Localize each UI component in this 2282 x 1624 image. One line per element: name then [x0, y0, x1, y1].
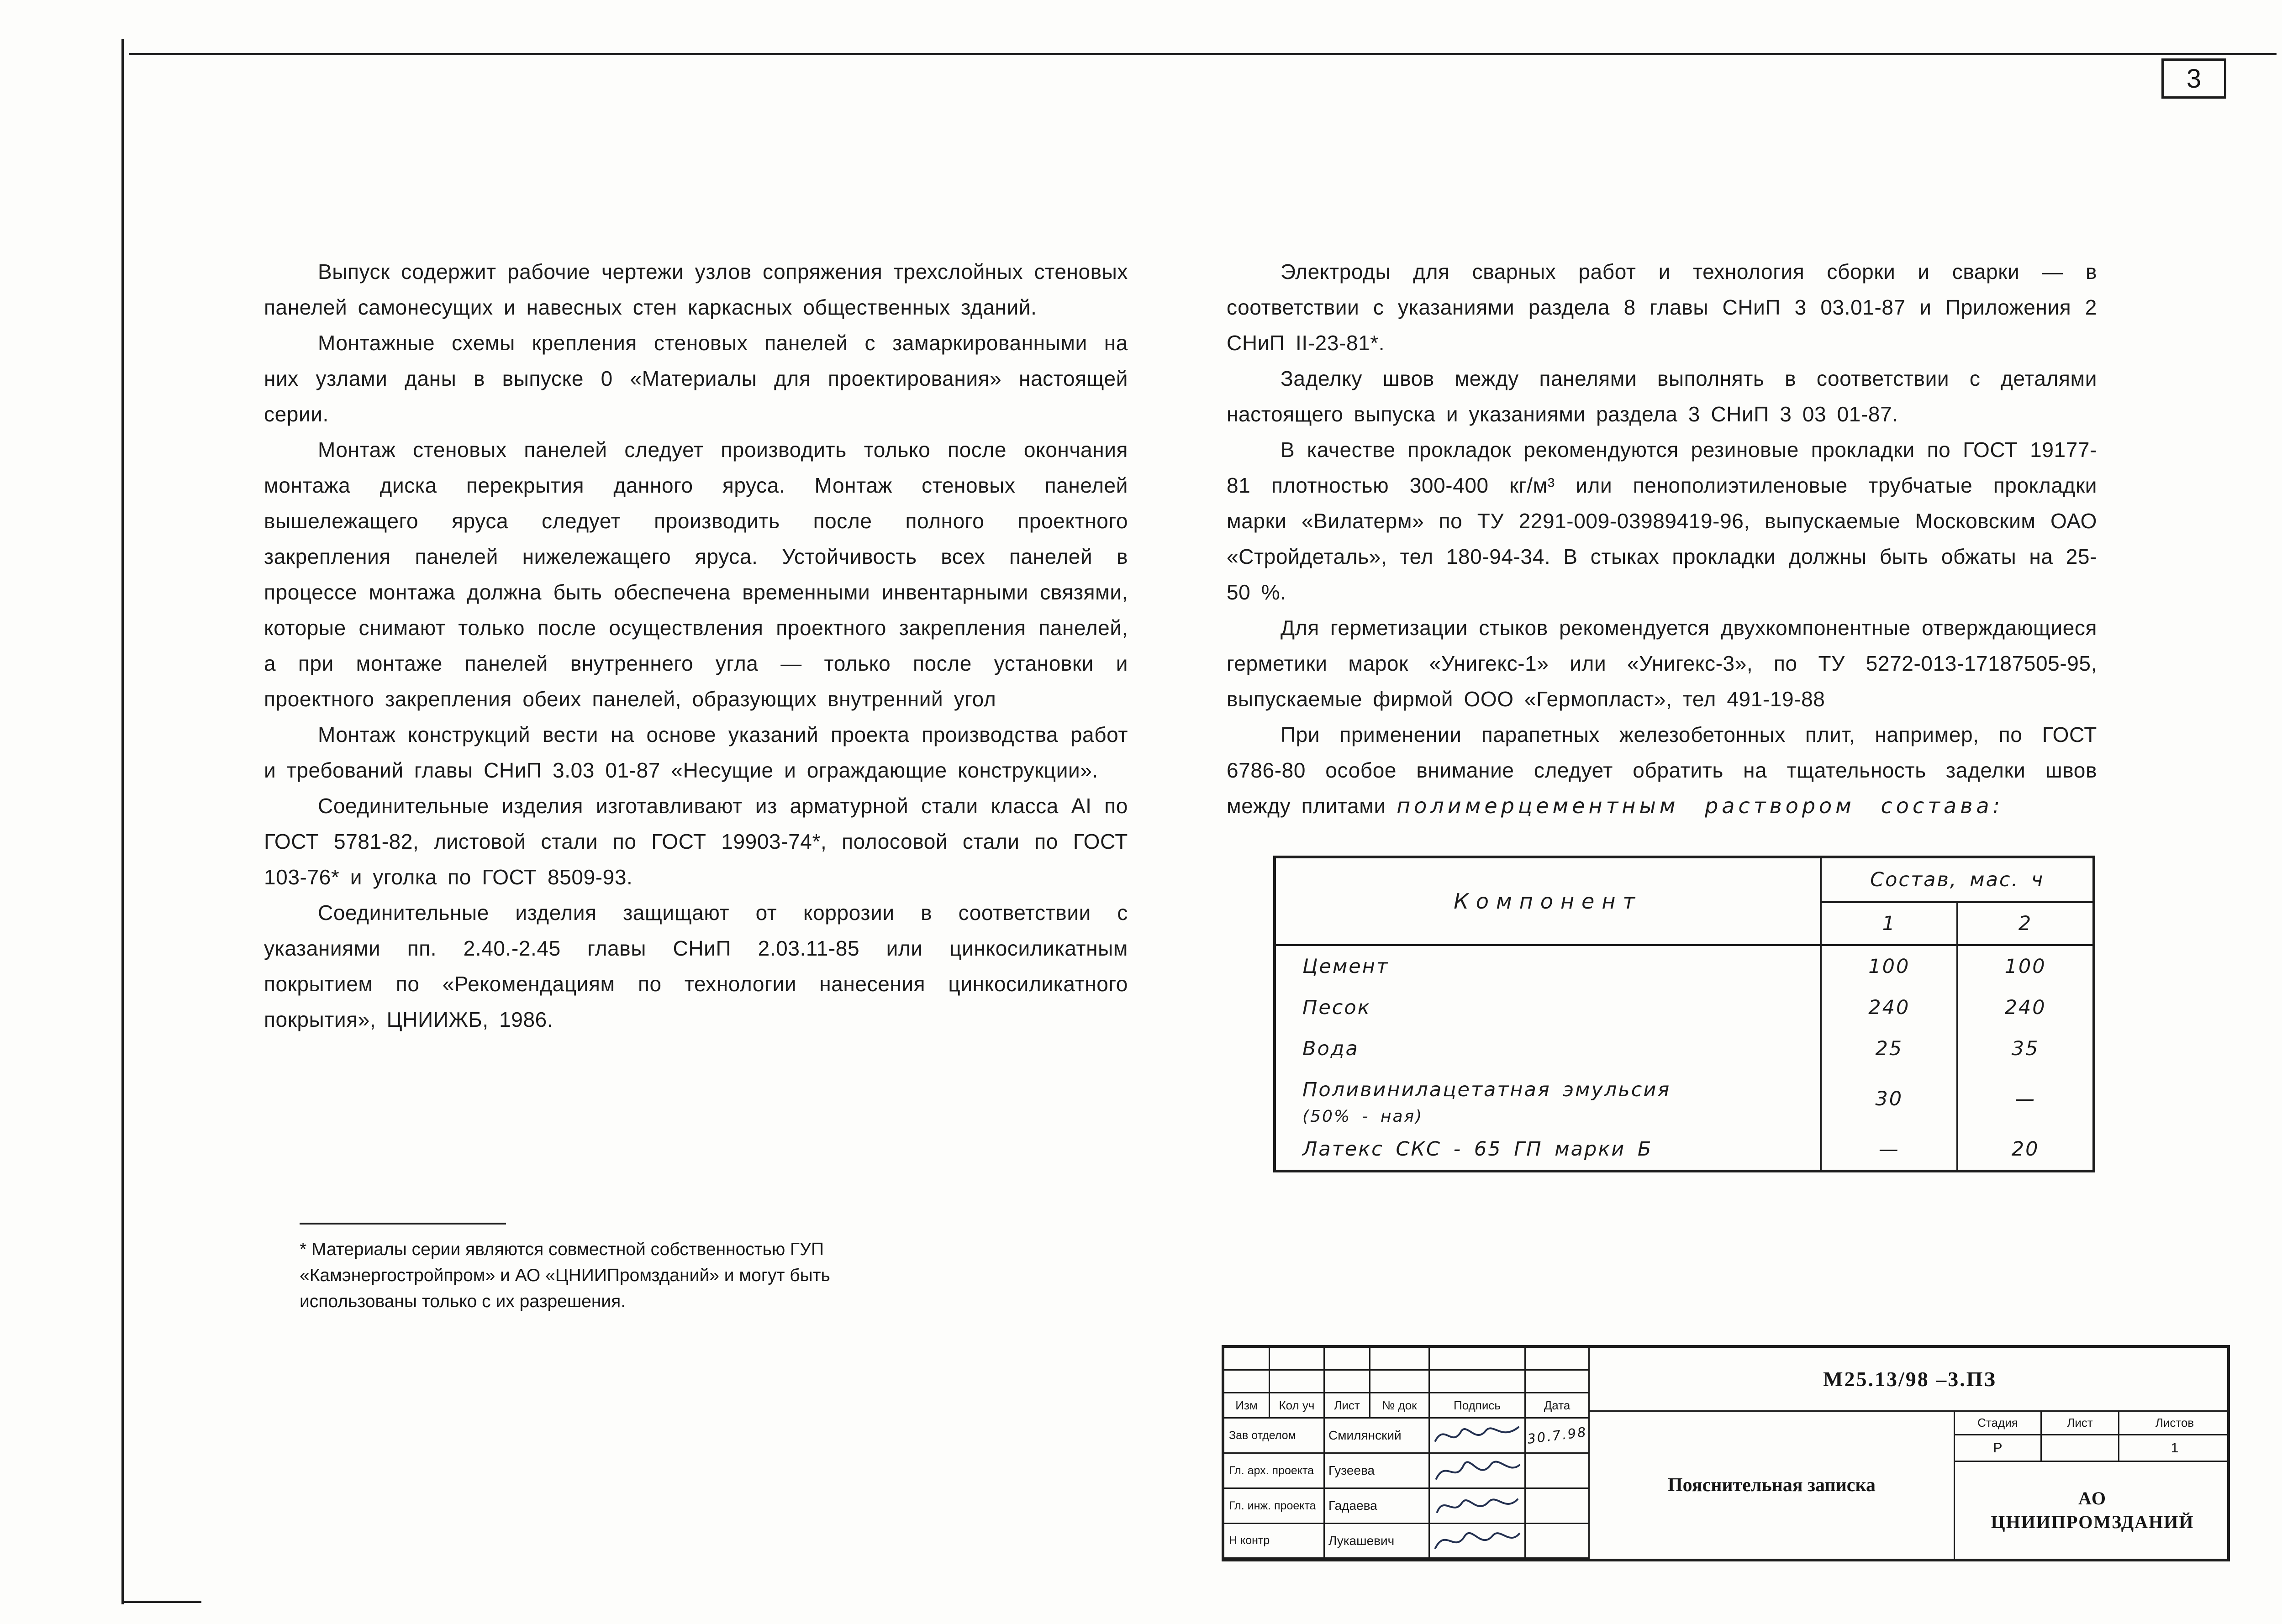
date-cell	[1526, 1454, 1590, 1489]
handwritten-text: полимерцементным раствором состава:	[1397, 794, 2004, 818]
title-block	[1222, 1345, 2230, 1561]
table-row	[1275, 1028, 2094, 1069]
stage-sheet-header	[1955, 1412, 2230, 1435]
role-label: Гл. арх. проекта	[1224, 1454, 1325, 1489]
date-cell	[1526, 1419, 1590, 1454]
footnote-text: * Материалы серии являются совместной собственностью ГУП «Камэнергостройпром» и АО «ЦНИИПромзданий» и могут быть использованы только с их разрешения.	[300, 1240, 830, 1311]
signature-cell	[1430, 1524, 1526, 1559]
column-header-podpis: Подпись	[1430, 1393, 1526, 1419]
empty-cell	[1325, 1371, 1370, 1393]
signature-cell	[1430, 1454, 1526, 1489]
table-row	[1275, 1069, 2094, 1129]
component-name: Поливинилацетатная эмульсия	[1302, 1078, 1671, 1101]
person-name: Лукашевич	[1325, 1524, 1430, 1559]
column-header-koluch: Кол уч	[1270, 1393, 1325, 1419]
empty-cell	[1370, 1371, 1430, 1393]
empty-cell	[1270, 1348, 1325, 1371]
value-2: —	[1957, 1069, 2094, 1129]
role-label: Н контр	[1224, 1524, 1325, 1559]
stage-sheet-values	[1955, 1435, 2230, 1462]
person-name: Смилянский	[1325, 1419, 1430, 1454]
empty-cell	[1526, 1371, 1590, 1393]
paragraph: В качестве прокладок рекомендуются резиновые прокладки по ГОСТ 19177-81 плотностью 300-400 кг/м³ или пенополиэтиленовые трубчатые прокладки марки «Вилатерм» по ТУ 2291-009-03989419-96, выпускаемые Московским ОАО «Стройдеталь», тел 180-94-34. В стыках прокладки должны быть обжаты на 25-50 %.	[1227, 438, 2097, 604]
empty-cell	[1370, 1348, 1430, 1371]
component-name: Латекс СКС - 65 ГП марки Б	[1302, 1138, 1653, 1161]
sheet-label: Лист	[2042, 1412, 2119, 1435]
frame-left-line	[121, 39, 124, 1604]
organization-line1: АО	[2078, 1488, 2107, 1508]
paragraph-text: При применении парапетных железобетонных плит, например, по ГОСТ 6786-80 особое внимание следует обратить на тщательность заделки швов между плитами	[1227, 723, 2097, 818]
value-1: —	[1821, 1129, 1957, 1171]
component-name: Вода	[1302, 1037, 1359, 1060]
signature-table	[1224, 1348, 1590, 1559]
paragraph: Соединительные изделия защищают от коррозии в соответствии с указаниями пп. 2.40.-2.45 главы СНиП 2.03.11-85 или цинкосиликатным покрытием по «Рекомендациям по технологии нанесения цинкосиликатного покрытия», ЦНИИЖБ, 1986.	[264, 901, 1128, 1031]
empty-cell	[1224, 1348, 1270, 1371]
value-1: 25	[1821, 1028, 1957, 1069]
value-1: 100	[1821, 945, 1957, 987]
sheet-value	[2042, 1435, 2119, 1462]
empty-cell	[1430, 1348, 1526, 1371]
empty-cell	[1224, 1371, 1270, 1393]
column-header-ndok: № док	[1370, 1393, 1430, 1419]
signature-cell	[1430, 1489, 1526, 1524]
title-block-right	[1590, 1348, 2230, 1559]
paragraph: Заделку швов между панелями выполнять в соответствии с деталями настоящего выпуска и указаниями раздела 3 СНиП 3 03 01-87.	[1227, 367, 2097, 426]
empty-cell	[1270, 1371, 1325, 1393]
document-number: М25.13/98 –3.ПЗ	[1590, 1348, 2230, 1412]
stage-label: Стадия	[1955, 1412, 2042, 1435]
document-title: Пояснительная записка	[1590, 1412, 1955, 1559]
empty-cell	[1526, 1348, 1590, 1371]
value-2: 35	[1957, 1028, 2094, 1069]
paragraph: Монтаж стеновых панелей следует производить только после окончания монтажа диска перекрытия данного яруса. Монтаж стеновых панелей вышележащего яруса следует производить после полного проектного закрепления панелей нижележащего яруса. Устойчивость всех панелей в процессе монтажа должна быть обеспечена временными инвентарными связями, которые снимают только после осуществления проектного закрепления панелей, а при монтаже панелей внутреннего угла — только после установки и проектного закрепления обеих панелей, образующих внутренний угол	[264, 438, 1128, 711]
component-name: Песок	[1302, 996, 1371, 1019]
value-2: 240	[1957, 987, 2094, 1028]
empty-cell	[1325, 1348, 1370, 1371]
handwritten-date: 30.7.98	[1526, 1424, 1588, 1447]
right-text-column	[1227, 254, 2097, 1172]
frame-top-line	[129, 53, 2277, 55]
column-header-izm: Изм	[1224, 1393, 1270, 1419]
paragraph: Для герметизации стыков рекомендуется двухкомпонентные отверждающиеся герметики марок «Унигекс-1» или «Унигекс-3», по ТУ 5272-013-17187505-95, выпускаемые фирмой ООО «Гермопласт», тел 491-19-88	[1227, 616, 2097, 711]
table-row	[1275, 945, 2094, 987]
component-name: Цемент	[1302, 955, 1389, 978]
person-name: Гузеева	[1325, 1454, 1430, 1489]
sheets-label: Листов	[2119, 1412, 2230, 1435]
signature-scribble	[1432, 1526, 1523, 1556]
page-number: 3	[2186, 63, 2202, 94]
column-1-header: 1	[1821, 902, 1957, 945]
value-1: 240	[1821, 987, 1957, 1028]
footnote-rule	[300, 1223, 506, 1225]
value-2: 20	[1957, 1129, 2094, 1171]
person-name: Гадаева	[1325, 1489, 1430, 1524]
stage-value: Р	[1955, 1435, 2042, 1462]
paragraph: Выпуск содержит рабочие чертежи узлов сопряжения трехслойных стеновых панелей самонесущих и навесных стен каркасных общественных зданий.	[264, 260, 1128, 319]
column-header-data: Дата	[1526, 1393, 1590, 1419]
signature-cell	[1430, 1419, 1526, 1454]
date-cell	[1526, 1489, 1590, 1524]
table-header-row	[1275, 857, 2094, 902]
value-1: 30	[1821, 1069, 1957, 1129]
signature-scribble	[1432, 1491, 1523, 1520]
page-number-box	[2161, 58, 2226, 99]
left-text-column	[264, 254, 1128, 1037]
paragraph	[1227, 717, 2097, 824]
role-label: Гл. инж. проекта	[1224, 1489, 1325, 1524]
sheets-value: 1	[2119, 1435, 2230, 1462]
empty-cell	[1430, 1371, 1526, 1393]
stage-sheet-block	[1955, 1412, 2230, 1559]
composition-header-cell	[1821, 857, 2094, 902]
organization-line2: ЦНИИПРОМЗДАНИЙ	[1991, 1512, 2194, 1532]
paragraph: Электроды для сварных работ и технология сборки и сварки — в соответствии с указаниями раздела 8 главы СНиП 3 03.01-87 и Приложения 2 СНиП II-23-81*.	[1227, 260, 2097, 355]
title-block-lower	[1590, 1412, 2230, 1559]
component-header: Компонент	[1454, 889, 1643, 914]
organization-name	[1955, 1462, 2230, 1559]
role-label: Зав отделом	[1224, 1419, 1325, 1454]
footnote	[300, 1223, 866, 1314]
signature-scribble	[1432, 1421, 1523, 1450]
component-name-line2: (50% - ная)	[1302, 1107, 1423, 1126]
value-2: 100	[1957, 945, 2094, 987]
paragraph: Монтажные схемы крепления стеновых панелей с замаркированными на них узлами даны в выпуске 0 «Материалы для проектирования» настоящей серии.	[264, 331, 1128, 426]
composition-table	[1273, 856, 2095, 1172]
component-header-cell	[1275, 857, 1821, 945]
table-row	[1275, 987, 2094, 1028]
date-cell	[1526, 1524, 1590, 1559]
composition-header: Состав, мас. ч	[1870, 868, 2045, 891]
column-header-list: Лист	[1325, 1393, 1370, 1419]
paragraph: Соединительные изделия изготавливают из арматурной стали класса АI по ГОСТ 5781-82, листовой стали по ГОСТ 19903-74*, полосовой стали по ГОСТ 103-76* и уголка по ГОСТ 8509-93.	[264, 794, 1128, 889]
table-row	[1275, 1129, 2094, 1171]
frame-bottom-line	[121, 1601, 201, 1603]
paragraph: Монтаж конструкций вести на основе указаний проекта производства работ и требований главы СНиП 3.03 01-87 «Несущие и ограждающие конструкции».	[264, 723, 1128, 782]
signature-scribble	[1432, 1456, 1523, 1485]
column-2-header: 2	[1957, 902, 2094, 945]
